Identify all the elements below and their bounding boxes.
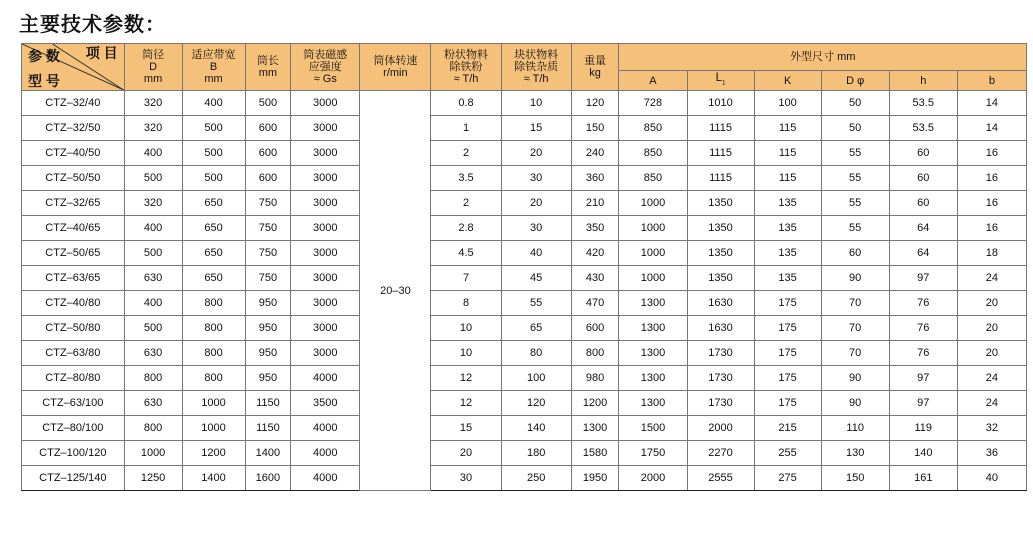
value-cell: 1350 (687, 241, 754, 266)
value-cell: 55 (821, 166, 889, 191)
value-cell: 750 (245, 191, 291, 216)
value-cell: 1350 (687, 266, 754, 291)
col-header-dim-k: K (754, 71, 821, 91)
value-cell: 1300 (619, 291, 687, 316)
value-cell: 950 (245, 291, 291, 316)
value-cell: 30 (501, 166, 571, 191)
table-row (22, 316, 1027, 341)
value-cell: 1300 (571, 416, 619, 441)
value-cell: 4000 (291, 441, 360, 466)
value-cell: 64 (889, 216, 957, 241)
value-cell: 16 (957, 166, 1026, 191)
value-cell: 3000 (291, 291, 360, 316)
value-cell: 64 (889, 241, 957, 266)
value-cell: 24 (957, 391, 1026, 416)
value-cell: 115 (754, 116, 821, 141)
value-cell: 950 (245, 341, 291, 366)
value-cell: 8 (431, 291, 501, 316)
value-cell: 750 (245, 241, 291, 266)
value-cell: 161 (889, 466, 957, 491)
value-cell: 12 (431, 366, 501, 391)
model-cell: CTZ–50/65 (22, 241, 125, 266)
value-cell: 175 (754, 291, 821, 316)
value-cell: 215 (754, 416, 821, 441)
corner-label-items: 项 目 (85, 45, 118, 61)
value-cell: 175 (754, 316, 821, 341)
value-cell: 16 (957, 141, 1026, 166)
value-cell: 20 (431, 441, 501, 466)
value-cell: 3000 (291, 341, 360, 366)
value-cell: 650 (182, 241, 245, 266)
value-cell: 500 (245, 91, 291, 116)
value-cell: 3000 (291, 316, 360, 341)
value-cell: 175 (754, 341, 821, 366)
value-cell: 32 (957, 416, 1026, 441)
value-cell: 50 (821, 91, 889, 116)
value-cell: 1150 (245, 416, 291, 441)
col-header-drum-diameter: 筒径 D mm (124, 44, 182, 91)
value-cell: 7 (431, 266, 501, 291)
col-header-weight: 重量 kg (571, 44, 619, 91)
value-cell: 850 (619, 116, 687, 141)
table-row (22, 341, 1027, 366)
value-cell: 20 (957, 316, 1026, 341)
col-header-outline-dimensions: 外型尺寸 mm (619, 44, 1027, 71)
value-cell: 600 (245, 116, 291, 141)
col-header-drum-speed: 筒体转速 r/min (360, 44, 431, 91)
value-cell: 50 (821, 116, 889, 141)
model-cell: CTZ–63/100 (22, 391, 125, 416)
value-cell: 210 (571, 191, 619, 216)
value-cell: 3000 (291, 141, 360, 166)
value-cell: 4.5 (431, 241, 501, 266)
table-row (22, 416, 1027, 441)
value-cell: 60 (889, 141, 957, 166)
value-cell: 1300 (619, 366, 687, 391)
table-row (22, 216, 1027, 241)
value-cell: 1 (431, 116, 501, 141)
value-cell: 2555 (687, 466, 754, 491)
model-cell: CTZ–125/140 (22, 466, 125, 491)
value-cell: 4000 (291, 416, 360, 441)
value-cell: 180 (501, 441, 571, 466)
value-cell: 800 (571, 341, 619, 366)
value-cell: 97 (889, 391, 957, 416)
model-cell: CTZ–40/50 (22, 141, 125, 166)
value-cell: 175 (754, 366, 821, 391)
value-cell: 120 (571, 91, 619, 116)
value-cell: 1150 (245, 391, 291, 416)
col-header-dim-d-phi: D φ (821, 71, 889, 91)
model-cell: CTZ–50/50 (22, 166, 125, 191)
value-cell: 1630 (687, 291, 754, 316)
value-cell: 135 (754, 241, 821, 266)
value-cell: 800 (182, 316, 245, 341)
value-cell: 980 (571, 366, 619, 391)
table-row (22, 466, 1027, 491)
value-cell: 150 (821, 466, 889, 491)
value-cell: 100 (501, 366, 571, 391)
value-cell: 1300 (619, 391, 687, 416)
value-cell: 36 (957, 441, 1026, 466)
table-row (22, 166, 1027, 191)
value-cell: 60 (889, 166, 957, 191)
value-cell: 150 (571, 116, 619, 141)
value-cell: 24 (957, 266, 1026, 291)
value-cell: 119 (889, 416, 957, 441)
value-cell: 1000 (182, 391, 245, 416)
value-cell: 630 (124, 266, 182, 291)
value-cell: 1400 (182, 466, 245, 491)
value-cell: 40 (957, 466, 1026, 491)
value-cell: 320 (124, 91, 182, 116)
value-cell: 65 (501, 316, 571, 341)
table-row (22, 141, 1027, 166)
value-cell: 1115 (687, 116, 754, 141)
value-cell: 1350 (687, 191, 754, 216)
value-cell: 850 (619, 166, 687, 191)
value-cell: 1300 (619, 316, 687, 341)
value-cell: 600 (245, 166, 291, 191)
value-cell: 360 (571, 166, 619, 191)
value-cell: 2270 (687, 441, 754, 466)
value-cell: 16 (957, 191, 1026, 216)
value-cell: 40 (501, 241, 571, 266)
value-cell: 255 (754, 441, 821, 466)
value-cell: 750 (245, 216, 291, 241)
value-cell: 1400 (245, 441, 291, 466)
value-cell: 135 (754, 266, 821, 291)
value-cell: 76 (889, 341, 957, 366)
value-cell: 1115 (687, 166, 754, 191)
table-row (22, 441, 1027, 466)
value-cell: 14 (957, 91, 1026, 116)
value-cell: 3000 (291, 116, 360, 141)
model-cell: CTZ–32/65 (22, 191, 125, 216)
value-cell: 135 (754, 216, 821, 241)
value-cell: 100 (754, 91, 821, 116)
speed-merged-cell: 20–30 (360, 91, 431, 491)
col-header-lump-iron-removal: 块状物料 除铁杂质 ≈ T/h (501, 44, 571, 91)
value-cell: 140 (889, 441, 957, 466)
value-cell: 115 (754, 141, 821, 166)
value-cell: 0.8 (431, 91, 501, 116)
value-cell: 320 (124, 191, 182, 216)
value-cell: 1950 (571, 466, 619, 491)
value-cell: 650 (182, 266, 245, 291)
table-row (22, 266, 1027, 291)
value-cell: 90 (821, 391, 889, 416)
table-row (22, 391, 1027, 416)
col-header-dim-a: A (619, 71, 687, 91)
value-cell: 250 (501, 466, 571, 491)
col-header-belt-width: 适应带宽 B mm (182, 44, 245, 91)
corner-label-params: 参 数 (28, 48, 60, 64)
model-cell: CTZ–63/65 (22, 266, 125, 291)
value-cell: 1000 (619, 191, 687, 216)
value-cell: 500 (124, 316, 182, 341)
model-cell: CTZ–32/50 (22, 116, 125, 141)
value-cell: 120 (501, 391, 571, 416)
value-cell: 45 (501, 266, 571, 291)
value-cell: 650 (182, 191, 245, 216)
value-cell: 12 (431, 391, 501, 416)
value-cell: 320 (124, 116, 182, 141)
table-row (22, 366, 1027, 391)
value-cell: 24 (957, 366, 1026, 391)
value-cell: 3000 (291, 166, 360, 191)
value-cell: 400 (124, 216, 182, 241)
value-cell: 10 (431, 316, 501, 341)
value-cell: 1250 (124, 466, 182, 491)
value-cell: 53.5 (889, 91, 957, 116)
value-cell: 55 (821, 191, 889, 216)
value-cell: 500 (124, 166, 182, 191)
value-cell: 1580 (571, 441, 619, 466)
value-cell: 3000 (291, 216, 360, 241)
value-cell: 115 (754, 166, 821, 191)
value-cell: 70 (821, 291, 889, 316)
value-cell: 2 (431, 141, 501, 166)
model-cell: CTZ–80/80 (22, 366, 125, 391)
value-cell: 2000 (687, 416, 754, 441)
table-row (22, 291, 1027, 316)
table-row (22, 91, 1027, 116)
value-cell: 15 (431, 416, 501, 441)
value-cell: 420 (571, 241, 619, 266)
value-cell: 16 (957, 216, 1026, 241)
value-cell: 90 (821, 266, 889, 291)
col-header-dim-l1: $L_1$ (687, 71, 754, 91)
value-cell: 630 (124, 341, 182, 366)
value-cell: 850 (619, 141, 687, 166)
value-cell: 2 (431, 191, 501, 216)
value-cell: 55 (821, 216, 889, 241)
value-cell: 2.8 (431, 216, 501, 241)
value-cell: 1300 (619, 341, 687, 366)
value-cell: 1750 (619, 441, 687, 466)
value-cell: 1000 (619, 266, 687, 291)
table-row (22, 116, 1027, 141)
value-cell: 1500 (619, 416, 687, 441)
value-cell: 175 (754, 391, 821, 416)
col-header-dim-b: b (957, 71, 1026, 91)
value-cell: 70 (821, 341, 889, 366)
value-cell: 750 (245, 266, 291, 291)
value-cell: 1730 (687, 341, 754, 366)
value-cell: 15 (501, 116, 571, 141)
value-cell: 1350 (687, 216, 754, 241)
corner-header-cell (22, 44, 125, 91)
value-cell: 20 (957, 291, 1026, 316)
value-cell: 55 (821, 141, 889, 166)
table-row (22, 191, 1027, 216)
col-header-dim-h: h (889, 71, 957, 91)
value-cell: 10 (501, 91, 571, 116)
value-cell: 800 (182, 341, 245, 366)
value-cell: 76 (889, 291, 957, 316)
value-cell: 1000 (124, 441, 182, 466)
value-cell: 14 (957, 116, 1026, 141)
value-cell: 1630 (687, 316, 754, 341)
value-cell: 70 (821, 316, 889, 341)
value-cell: 275 (754, 466, 821, 491)
value-cell: 400 (182, 91, 245, 116)
value-cell: 350 (571, 216, 619, 241)
corner-label-model: 型 号 (28, 73, 60, 89)
value-cell: 30 (501, 216, 571, 241)
value-cell: 2000 (619, 466, 687, 491)
value-cell: 1730 (687, 391, 754, 416)
value-cell: 1200 (571, 391, 619, 416)
value-cell: 60 (889, 191, 957, 216)
model-cell: CTZ–80/100 (22, 416, 125, 441)
value-cell: 3000 (291, 266, 360, 291)
value-cell: 630 (124, 391, 182, 416)
value-cell: 140 (501, 416, 571, 441)
model-cell: CTZ–100/120 (22, 441, 125, 466)
value-cell: 1000 (182, 416, 245, 441)
value-cell: 1000 (619, 241, 687, 266)
model-cell: CTZ–32/40 (22, 91, 125, 116)
value-cell: 20 (501, 141, 571, 166)
spec-table (21, 43, 1027, 491)
value-cell: 500 (182, 141, 245, 166)
value-cell: 400 (124, 291, 182, 316)
page-title: 主要技术参数： (19, 12, 166, 36)
value-cell: 135 (754, 191, 821, 216)
value-cell: 1600 (245, 466, 291, 491)
model-cell: CTZ–50/80 (22, 316, 125, 341)
table-row (22, 241, 1027, 266)
col-header-powder-iron-removal: 粉状物料 除铁粉 ≈ T/h (431, 44, 501, 91)
value-cell: 800 (124, 366, 182, 391)
value-cell: 500 (182, 116, 245, 141)
value-cell: 20 (957, 341, 1026, 366)
value-cell: 4000 (291, 466, 360, 491)
value-cell: 650 (182, 216, 245, 241)
col-header-magnetic-induction: 筒表磁感 应强度 ≈ Gs (291, 44, 360, 91)
value-cell: 1200 (182, 441, 245, 466)
value-cell: 3.5 (431, 166, 501, 191)
value-cell: 728 (619, 91, 687, 116)
value-cell: 500 (124, 241, 182, 266)
value-cell: 10 (431, 341, 501, 366)
value-cell: 500 (182, 166, 245, 191)
value-cell: 800 (124, 416, 182, 441)
value-cell: 950 (245, 366, 291, 391)
value-cell: 30 (431, 466, 501, 491)
value-cell: 20 (501, 191, 571, 216)
value-cell: 1010 (687, 91, 754, 116)
value-cell: 3500 (291, 391, 360, 416)
value-cell: 470 (571, 291, 619, 316)
model-cell: CTZ–40/65 (22, 216, 125, 241)
value-cell: 1000 (619, 216, 687, 241)
value-cell: 97 (889, 366, 957, 391)
model-cell: CTZ–40/80 (22, 291, 125, 316)
value-cell: 55 (501, 291, 571, 316)
value-cell: 1115 (687, 141, 754, 166)
value-cell: 600 (245, 141, 291, 166)
value-cell: 90 (821, 366, 889, 391)
value-cell: 800 (182, 366, 245, 391)
col-header-drum-length: 筒长 mm (245, 44, 291, 91)
value-cell: 600 (571, 316, 619, 341)
value-cell: 4000 (291, 366, 360, 391)
value-cell: 3000 (291, 191, 360, 216)
value-cell: 430 (571, 266, 619, 291)
value-cell: 60 (821, 241, 889, 266)
value-cell: 240 (571, 141, 619, 166)
value-cell: 110 (821, 416, 889, 441)
value-cell: 3000 (291, 91, 360, 116)
value-cell: 400 (124, 141, 182, 166)
value-cell: 3000 (291, 241, 360, 266)
value-cell: 80 (501, 341, 571, 366)
value-cell: 97 (889, 266, 957, 291)
value-cell: 950 (245, 316, 291, 341)
value-cell: 800 (182, 291, 245, 316)
value-cell: 76 (889, 316, 957, 341)
value-cell: 1730 (687, 366, 754, 391)
value-cell: 130 (821, 441, 889, 466)
model-cell: CTZ–63/80 (22, 341, 125, 366)
value-cell: 18 (957, 241, 1026, 266)
value-cell: 53.5 (889, 116, 957, 141)
